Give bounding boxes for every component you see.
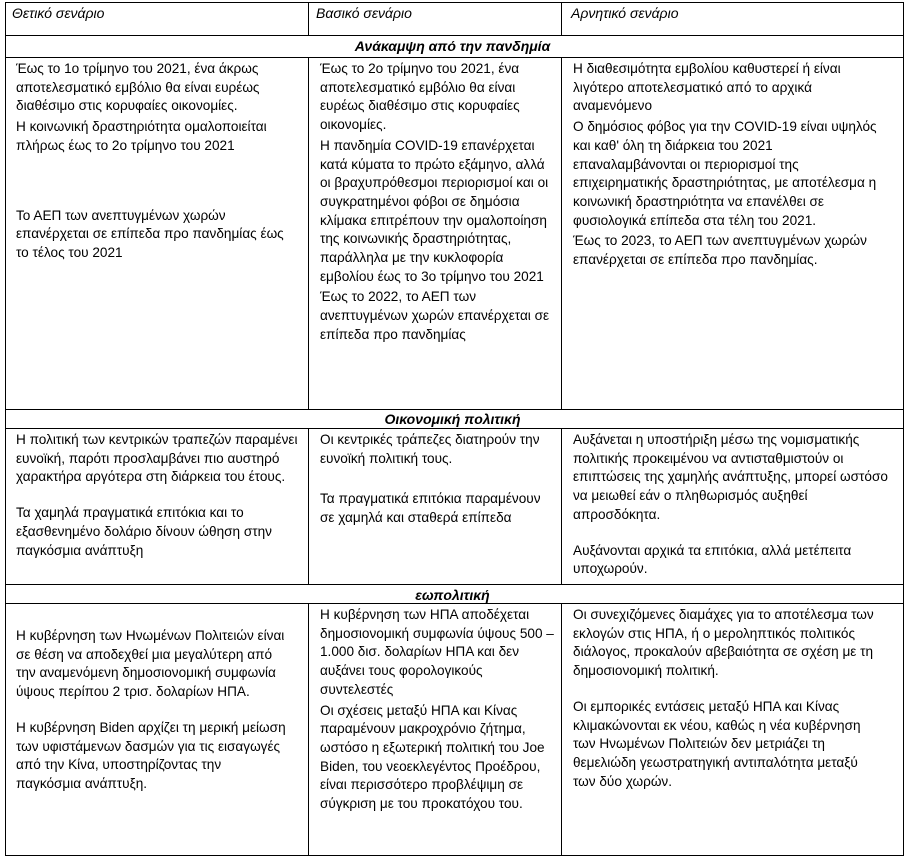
paragraph: Οι συνεχιζόμενες διαμάχες για το αποτέλεσμα των εκλογών στις ΗΠΑ, ή ο μεροληπτικός πολιτικός διάλογος, προκαλούν αβεβαιότητα σε σχέση με τη δημοσιονομική πολιτική. <box>573 607 874 679</box>
cell-pandemic-negative <box>573 60 878 272</box>
paragraph: Αυξάνεται η υποστήριξη μέσω της νομισματικής πολιτικής προκειμένου να αντισταθμιστούν οι επιπτώσεις της χαμηλής ανάπτυξης, μπορεί ωστόσο να μειωθεί εάν ο πληθωρισμός αυξηθεί απροσδόκητα. <box>573 432 888 522</box>
paragraph: Έως το 2023, το ΑΕΠ των ανεπτυγμένων χωρών επανέρχεται σε επίπεδα προ πανδημίας. <box>573 233 867 268</box>
paragraph: Η πολιτική των κεντρικών τραπεζών παραμένει ευνοϊκή, παρότι προσλαμβάνει πιο αυστηρό χαρακτήρα αργότερα στη διάρκεια του έτους. <box>16 432 298 485</box>
cell-pandemic-positive <box>16 60 300 265</box>
paragraph: Το ΑΕΠ των ανεπτυγμένων χωρών επανέρχεται σε επίπεδα προ πανδημίας έως το τέλος του 2021 <box>16 207 284 260</box>
paragraph: Τα πραγματικά επιτόκια παραμένουν σε χαμηλά και σταθερά επίπεδα <box>320 491 541 526</box>
paragraph: Η κοινωνική δραστηριότητα ομαλοποιείται πλήρως έως το 2ο τρίμηνο του 2021 <box>16 119 267 153</box>
cell-policy-positive <box>16 431 306 562</box>
paragraph: Η κυβέρνηση των ΗΠΑ αποδέχεται δημοσιονομική συμφωνία ύψους 500 – 1.000 δισ. δολαρίων ΗΠΑ και δεν αυξάνει τους φορολογικούς συντελεστές <box>320 607 554 697</box>
header-base: Βασικό σενάριο <box>316 5 412 21</box>
cell-geo-negative <box>573 606 883 793</box>
paragraph: Τα χαμηλά πραγματικά επιτόκια και το εξασθενημένο δολάριο δίνουν ώθηση στην παγκόσμια ανάπτυξη <box>16 505 272 558</box>
cell-geo-base <box>320 606 556 816</box>
cell-pandemic-base <box>320 60 556 347</box>
paragraph: Έως το 1ο τρίμηνο του 2021, ένα άκρως αποτελεσματικό εμβόλιο θα είναι ευρέως διαθέσιμο στις κορυφαίες οικονομίες. <box>16 61 260 114</box>
paragraph: Η κυβέρνηση Biden αρχίζει τη μερική μείωση των υφιστάμενων δασμών για τις εισαγωγές από την Κίνα, υποστηρίζοντας την παγκόσμια ανάπτυξη. <box>16 719 286 791</box>
section-title-geopolitics: εωπολιτική <box>415 587 490 603</box>
cell-geo-positive <box>16 627 286 796</box>
header-positive: Θετικό σενάριο <box>12 5 105 21</box>
paragraph: Οι σχέσεις μεταξύ ΗΠΑ και Κίνας παραμένουν μακροχρόνιο ζήτημα, ωστόσο η εξωτερική πολιτική του Joe Biden, του νεοεκλεγέντος Προέδρου, είναι περισσότερο προβλέψιμη σε σύγκριση με του προκατόχου του. <box>320 702 545 812</box>
paragraph: Ο δημόσιος φόβος για την COVID-19 είναι υψηλός και καθ' όλη τη διάρκεια του 2021 επαναλαμβάνονται οι περιορισμοί της επιχειρηματικής δραστηριότητας, με αποτέλεσμα η κοινωνική δραστηριότητα να επανέλθει σε φυσιολογικά επίπεδα στα τέλη του 2021. <box>573 119 877 228</box>
paragraph: Η πανδημία COVID-19 επανέρχεται κατά κύματα το πρώτο εξάμηνο, αλλά οι βραχυπρόθεσμοι περιορισμοί και οι συγκρατημένοι φόβοι σε δημόσια κλίμακα επιτρέπουν την ομαλοποίηση της κοινωνικής δραστηριότητας, παράλληλα με την κυκλοφορία εμβολίου έως το 3ο τρίμηνο του 2021 <box>320 137 549 284</box>
header-negative: Αρνητικό σενάριο <box>571 5 679 21</box>
paragraph: Έως το 2ο τρίμηνο του 2021, ένα αποτελεσματικό εμβόλιο θα είναι ευρέως διαθέσιμο στις κορυφαίες οικονομίες. <box>320 61 520 133</box>
paragraph: Αυξάνονται αρχικά τα επιτόκια, αλλά μετέπειτα υποχωρούν. <box>573 542 852 577</box>
section-title-economic-policy: Οικονομική πολιτική <box>384 411 521 427</box>
paragraph: Οι εμπορικές εντάσεις μεταξύ ΗΠΑ και Κίνας κλιμακώνονται εκ νέου, καθώς η νέα κυβέρνηση των Ηνωμένων Πολιτειών δεν μετριάζει τη θεμελιώδη γεωστρατηγική αντιπαλότητα μεταξύ των δύο χωρών. <box>573 698 861 789</box>
cell-policy-base <box>320 431 556 530</box>
paragraph: Έως το 2022, το ΑΕΠ των ανεπτυγμένων χωρών επανέρχεται σε επίπεδα προ πανδημίας <box>320 289 550 342</box>
paragraph: Οι κεντρικές τράπεζες διατηρούν την ευνοϊκή πολιτική τους. <box>320 432 540 466</box>
section-title-pandemic-recovery: Ανάκαμψη από την πανδημία <box>354 38 551 54</box>
paragraph: Η διαθεσιμότητα εμβολίου καθυστερεί ή είναι λιγότερο αποτελεσματικό από το αρχικά αναμενόμενο <box>573 61 841 114</box>
cell-policy-negative <box>573 431 895 581</box>
paragraph: Η κυβέρνηση των Ηνωμένων Πολιτειών είναι σε θέση να αποδεχθεί μια μεγαλύτερη από την αναμενόμενη δημοσιονομική συμφωνία ύψους περίπου 2 τρισ. δολαρίων ΗΠΑ. <box>16 628 285 700</box>
